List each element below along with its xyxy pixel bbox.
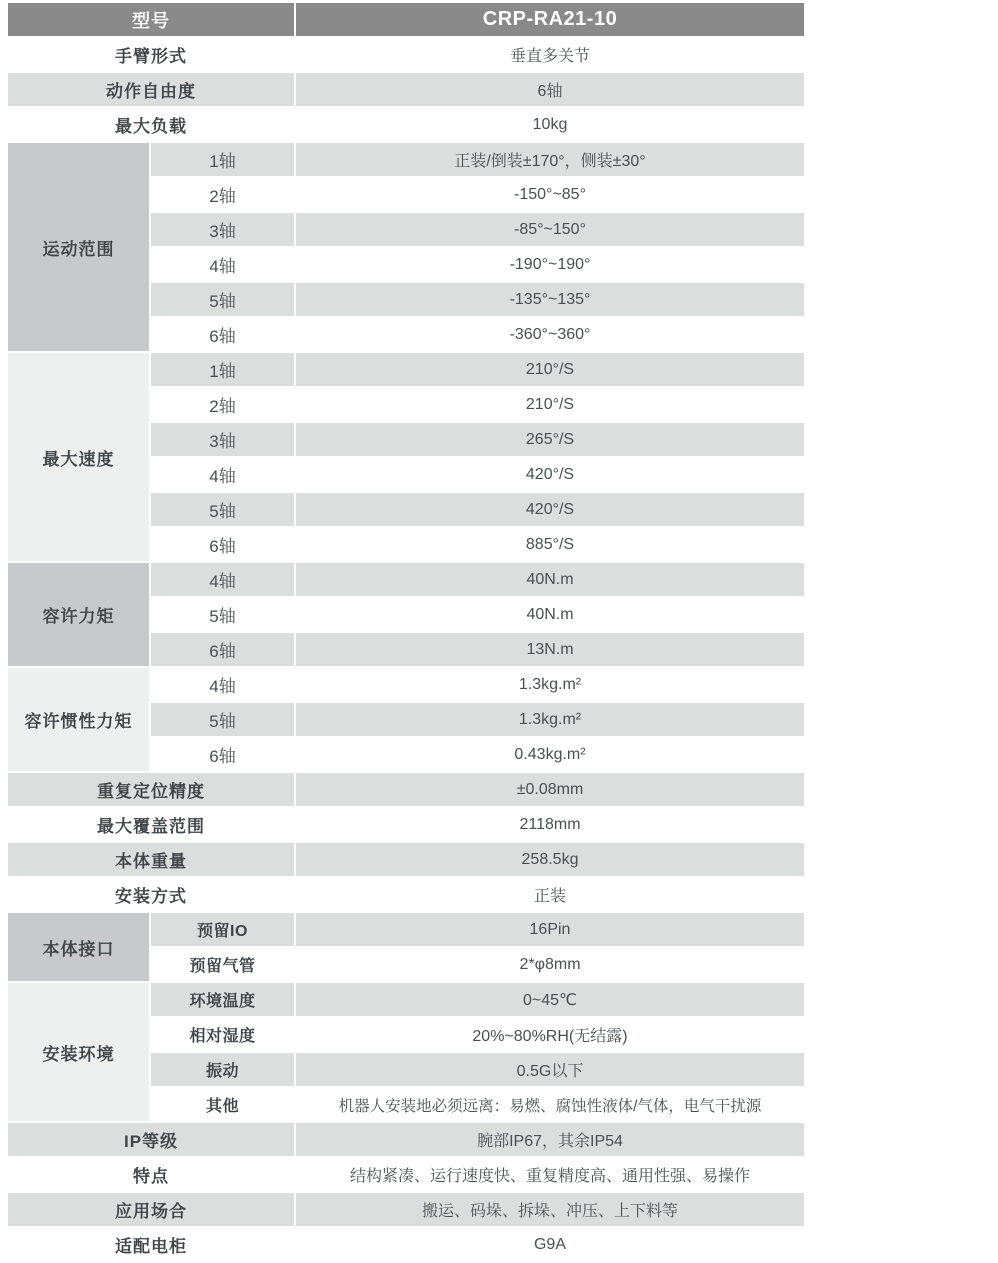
row-label: 特点 — [8, 1158, 294, 1191]
axis-label: 4轴 — [151, 458, 294, 491]
axis-label: 4轴 — [151, 563, 294, 596]
row-value: 机器人安装地必须远离：易燃、腐蚀性液体/气体，电气干扰源 — [296, 1088, 804, 1121]
axis-label: 5轴 — [151, 598, 294, 631]
sub-label: 预留IO — [151, 913, 294, 946]
row-value: 16Pin — [296, 913, 804, 946]
table-row — [8, 143, 804, 176]
sub-label: 环境温度 — [151, 983, 294, 1016]
row-value: -190°~190° — [296, 248, 804, 281]
group-label-allowable-inertia: 容许惯性力矩 — [8, 668, 149, 771]
row-value: 20%~80%RH(无结露) — [296, 1018, 804, 1051]
model-number: CRP-RA21-10 — [296, 3, 804, 36]
row-value: 10kg — [296, 108, 804, 141]
axis-label: 4轴 — [151, 668, 294, 701]
table-row — [8, 38, 804, 71]
row-value: -150°~85° — [296, 178, 804, 211]
axis-label: 5轴 — [151, 493, 294, 526]
row-label: 适配电柜 — [8, 1228, 294, 1261]
group-label-body-interface: 本体接口 — [8, 913, 149, 981]
row-label: 动作自由度 — [8, 73, 294, 106]
table-row — [8, 878, 804, 911]
axis-label: 6轴 — [151, 528, 294, 561]
axis-label: 2轴 — [151, 178, 294, 211]
axis-label: 3轴 — [151, 423, 294, 456]
axis-label: 2轴 — [151, 388, 294, 421]
group-label-environment: 安装环境 — [8, 983, 149, 1121]
row-value: 正装/倒装±170°，侧装±30° — [296, 143, 804, 176]
row-value: 210°/S — [296, 353, 804, 386]
group-label-allowable-torque: 容许力矩 — [8, 563, 149, 666]
row-value: 垂直多关节 — [296, 38, 804, 71]
row-value: 265°/S — [296, 423, 804, 456]
row-value: 结构紧凑、运行速度快、重复精度高、通用性强、易操作 — [296, 1158, 804, 1191]
row-value: G9A — [296, 1228, 804, 1261]
row-label: 安装方式 — [8, 878, 294, 911]
sub-label: 相对湿度 — [151, 1018, 294, 1051]
row-value: ±0.08mm — [296, 773, 804, 806]
table-row — [8, 983, 804, 1016]
table-row — [8, 668, 804, 701]
axis-label: 1轴 — [151, 143, 294, 176]
row-value: 1.3kg.m² — [296, 668, 804, 701]
axis-label: 5轴 — [151, 703, 294, 736]
row-value: -135°~135° — [296, 283, 804, 316]
row-value: 腕部IP67，其余IP54 — [296, 1123, 804, 1156]
table-row — [8, 1158, 804, 1191]
axis-label: 3轴 — [151, 213, 294, 246]
row-value: 40N.m — [296, 563, 804, 596]
row-value: 40N.m — [296, 598, 804, 631]
row-value: 2118mm — [296, 808, 804, 841]
table-row — [8, 843, 804, 876]
table-row — [8, 563, 804, 596]
axis-label: 1轴 — [151, 353, 294, 386]
row-value: 420°/S — [296, 458, 804, 491]
axis-label: 4轴 — [151, 248, 294, 281]
row-value: 正装 — [296, 878, 804, 911]
model-header-label: 型号 — [8, 3, 294, 36]
row-value: 搬运、码垛、拆垛、冲压、上下料等 — [296, 1193, 804, 1226]
row-label: 重复定位精度 — [8, 773, 294, 806]
row-label: 最大覆盖范围 — [8, 808, 294, 841]
row-value: 0~45℃ — [296, 983, 804, 1016]
row-value: 0.5G以下 — [296, 1053, 804, 1086]
table-row — [8, 108, 804, 141]
sub-label: 预留气管 — [151, 948, 294, 981]
table-row — [8, 913, 804, 946]
row-value: 885°/S — [296, 528, 804, 561]
robot-spec-table — [6, 1, 806, 1263]
row-label: 应用场合 — [8, 1193, 294, 1226]
table-row — [8, 73, 804, 106]
row-value: 258.5kg — [296, 843, 804, 876]
table-row — [8, 773, 804, 806]
row-value: 1.3kg.m² — [296, 703, 804, 736]
row-value: 0.43kg.m² — [296, 738, 804, 771]
sub-label: 其他 — [151, 1088, 294, 1121]
table-row — [8, 808, 804, 841]
table-row — [8, 1193, 804, 1226]
row-value: 6轴 — [296, 73, 804, 106]
table-row — [8, 1123, 804, 1156]
table-row — [8, 3, 804, 36]
row-value: 13N.m — [296, 633, 804, 666]
row-label: 本体重量 — [8, 843, 294, 876]
axis-label: 5轴 — [151, 283, 294, 316]
table-row — [8, 1228, 804, 1261]
row-label: IP等级 — [8, 1123, 294, 1156]
row-value: -360°~360° — [296, 318, 804, 351]
group-label-max-speed: 最大速度 — [8, 353, 149, 561]
row-label: 手臂形式 — [8, 38, 294, 71]
row-value: 420°/S — [296, 493, 804, 526]
row-label: 最大负载 — [8, 108, 294, 141]
group-label-motion-range: 运动范围 — [8, 143, 149, 351]
row-value: -85°~150° — [296, 213, 804, 246]
row-value: 2*φ8mm — [296, 948, 804, 981]
axis-label: 6轴 — [151, 633, 294, 666]
row-value: 210°/S — [296, 388, 804, 421]
axis-label: 6轴 — [151, 738, 294, 771]
sub-label: 振动 — [151, 1053, 294, 1086]
table-row — [8, 353, 804, 386]
axis-label: 6轴 — [151, 318, 294, 351]
